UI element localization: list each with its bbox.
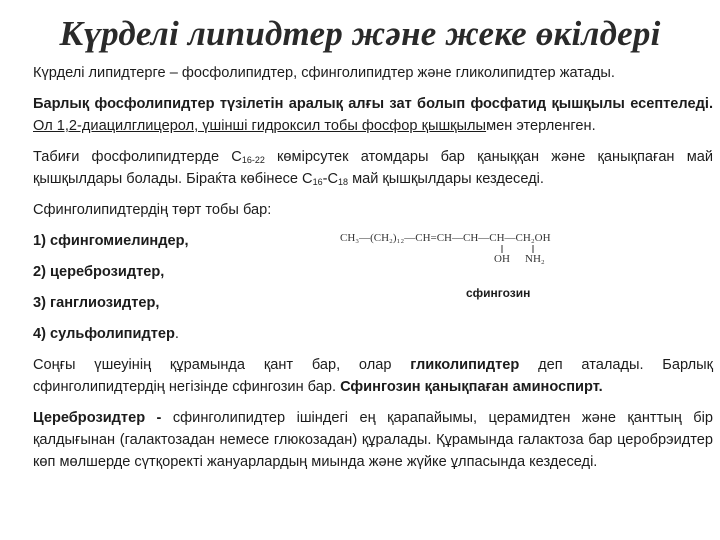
fatty-sub-1: 16-22	[241, 155, 265, 165]
phosphatidic-underline: Ол 1,2-диацилглицерол, үшінші гидроксил тобы фосфор қышқылы	[33, 118, 487, 134]
fatty-sub-3: 18	[338, 177, 349, 187]
fatty-text-b: көмірсутек атомдары бар қаныққан және қанықпаған май қышқылдары болады. Біраќта көбінесе С	[33, 149, 713, 187]
list-item-3: 3) ганглиозидтер,	[33, 295, 160, 311]
slide-body	[33, 62, 713, 473]
fatty-text-a: Табиғи фосфолипидтерде С	[33, 149, 242, 165]
glyco-bold-2: Сфингозин қанықпаған аминоспирт.	[340, 379, 603, 395]
fatty-text-d: май қышқылдары кездеседі.	[348, 171, 544, 187]
list-item-2: 2) цереброзидтер,	[33, 264, 165, 280]
slide-title: Күрделі липидтер және жеке өкілдері	[59, 14, 661, 53]
phosphatidic-rest: мен этерленген.	[486, 118, 596, 134]
paragraph-glycolipids	[33, 354, 713, 398]
paragraph-cerebrosides	[33, 407, 713, 473]
cerebroside-bold: Цереброзидтер -	[33, 410, 162, 426]
paragraph-intro: Күрделі липидтерге – фосфолипидтер, сфинголипидтер және гликолипидтер жатады.	[33, 65, 615, 81]
formula-label: сфингозин	[466, 286, 531, 300]
list-item-4: 4) сульфолипидтер	[33, 326, 175, 342]
cerebroside-rest: сфинголипидтер ішіндегі ең қарапайымы, церамидтен және қанттың бір қалдығынан (галактозадан немесе глюкозадан) құралады. Құрамында галактоза бар церобрэидтер көп мөлшерде сүтқоректі жануарлардың миында және жүйке ұлпасында кездеседі.	[33, 410, 714, 470]
paragraph-groups: Сфинголипидтердің төрт тобы бар:	[33, 202, 272, 218]
list-end-dot: .	[174, 326, 179, 342]
list-item	[33, 292, 713, 314]
fatty-sub-2: 16	[312, 177, 323, 187]
glyco-text-b: деп аталады. Барлық сфинголипидтердің негізінде сфингозин бар.	[33, 357, 713, 395]
glyco-text-a: Соңғы үшеуінің құрамында қант бар, олар	[33, 357, 411, 373]
sphingosine-formula	[340, 230, 620, 266]
glyco-bold-1: гликолипидтер	[410, 357, 520, 373]
fatty-text-c: -С	[322, 171, 338, 187]
formula-oh: OH	[494, 253, 510, 265]
paragraph-phosphatidic	[33, 93, 713, 137]
list-item-1: 1) сфингомиелиндер,	[33, 233, 189, 249]
paragraph-fatty-acids	[33, 146, 713, 190]
phosphatidic-bold: Барлық фосфолипидтер түзілетін аралық алғы зат болып фосфатид қышқылы есептеледі.	[33, 96, 713, 112]
formula-main: CH₃—(CH₂)₁₂—CH=CH—CH—CH—CH₂OH	[340, 232, 551, 244]
list-item	[33, 323, 713, 345]
formula-nh2: NH₂	[525, 253, 545, 265]
